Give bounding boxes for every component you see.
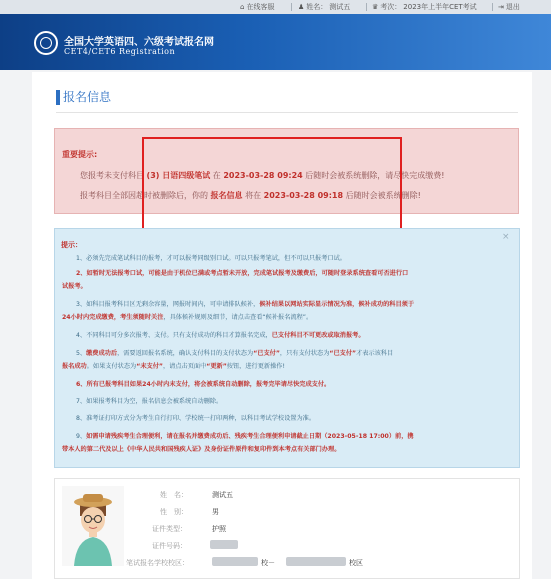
gender-label: 性 别： — [160, 508, 188, 516]
id-number-redacted — [210, 540, 238, 549]
user-name: ♟ 姓名： 测试五 — [298, 3, 351, 11]
notice-item: 2、如暂时无法报考口试，可能是由于机位已满或考点暂未开放，完成笔试报考及缴费后，可随时登录系统查看可否进行口 — [76, 270, 409, 277]
notice-item: 4、不同科目可分多次报考、支付。只有支付成功的科目才算报名完成，已支付科目不可更改或取消报考。 — [76, 332, 365, 339]
divider — [366, 3, 367, 11]
customer-service-link[interactable]: ⌂ 在线客服 — [240, 3, 275, 11]
gender-value: 男 — [212, 508, 219, 516]
logout-icon: ⇥ — [498, 3, 504, 11]
id-number-label: 证件号码： — [152, 542, 187, 550]
notice-item: 带本人的第二代及以上《中华人民共和国残疾人证》及身份证件原件和复印件到本考点有关部门办理。 — [62, 446, 341, 453]
divider — [492, 3, 493, 11]
notice-item: 7、如果报考科目为空，报名信息会被系统自动删除。 — [76, 398, 223, 405]
title-divider — [56, 112, 518, 113]
title-accent-bar — [56, 90, 60, 105]
close-icon[interactable]: × — [502, 232, 510, 242]
alert-line-deletion: 报考科目全部因超时被删除后，你的 报名信息 将在 2023-03-28 09:18 后随时会被系统删除! — [80, 191, 421, 200]
home-icon: ⌂ — [240, 3, 245, 11]
id-type-value: 护照 — [212, 525, 226, 533]
alert-title: 重要提示: — [62, 150, 98, 159]
divider — [291, 3, 292, 11]
page-title: 报名信息 — [63, 90, 112, 104]
alert-line-unpaid: 您报考未支付科目 (3) 日语四级笔试 在 2023-03-28 09:24 后随时会被系统删除，请尽快完成缴费! — [80, 171, 445, 180]
notice-panel — [54, 228, 520, 468]
top-bar — [0, 0, 551, 14]
notice-title: 提示： — [61, 241, 82, 249]
site-title: 全国大学英语四、六级考试报名网 — [64, 37, 214, 48]
notice-item: 8、准考证打印方式分为考生自行打印、学校统一打印两种，以科目考试学校设置为准。 — [76, 415, 316, 422]
campus-label: 笔试报名学校校区： — [126, 559, 189, 567]
annotation-highlight-box — [142, 137, 402, 231]
notice-item: 6、所有已报考科目如果24小时内未支付，将会被系统自动删除，报考完毕请尽快完成支付。 — [76, 381, 331, 388]
site-subtitle: CET4/CET6 Registration — [64, 47, 176, 56]
notice-item: 5、缴费成功后，需要返回报名系统，确认支付科目的支付状态为“已支付”，只有支付状态为“已支付”才表示该科目 — [76, 350, 394, 357]
name-value: 测试五 — [212, 491, 233, 499]
user-icon: ♟ — [298, 3, 305, 11]
campus-school-redacted — [212, 557, 258, 566]
site-logo[interactable] — [34, 31, 58, 55]
campus-name-redacted — [286, 557, 346, 566]
name-label: 姓 名： — [160, 491, 188, 499]
notice-item: 24小时内完成缴费，考生须随时关注，具体候补规则及细节，请点击查看“候补报名流程”。 — [62, 314, 313, 321]
notice-item: 9、如需申请残疾考生合理便利，请在报名并缴费成功后、残疾考生合理便利申请截止日期（2023-05-18 17:00）前，携 — [76, 433, 414, 440]
avatar — [62, 486, 124, 566]
notice-item: 1、必须先完成笔试科目的报考，才可以报考同级别口试。可以只报考笔试，但不可以只报考口试。 — [76, 255, 346, 262]
notice-item: 试报考。 — [62, 283, 87, 290]
campus-school-suffix: 校－ — [261, 559, 275, 567]
exam-icon: ♛ — [372, 3, 379, 11]
notice-item: 3、如科目报考科目区无剩余容量，网报时间内，可申请排队候补，候补结果以网站实际显示情况为准，候补成功的科目须于 — [76, 301, 415, 308]
exam-session: ♛ 考次： 2023年上半年CET考试 — [372, 3, 477, 11]
logout-link[interactable]: ⇥ 退出 — [498, 3, 520, 11]
id-type-label: 证件类型： — [152, 525, 187, 533]
site-header — [0, 14, 551, 70]
notice-item: 报名成功。如果支付状态为“未支付”，请点击页面中“更新”按钮，进行更新操作! — [62, 363, 285, 370]
logo-emblem-icon — [40, 37, 52, 49]
campus-suffix: 校区 — [349, 559, 363, 567]
